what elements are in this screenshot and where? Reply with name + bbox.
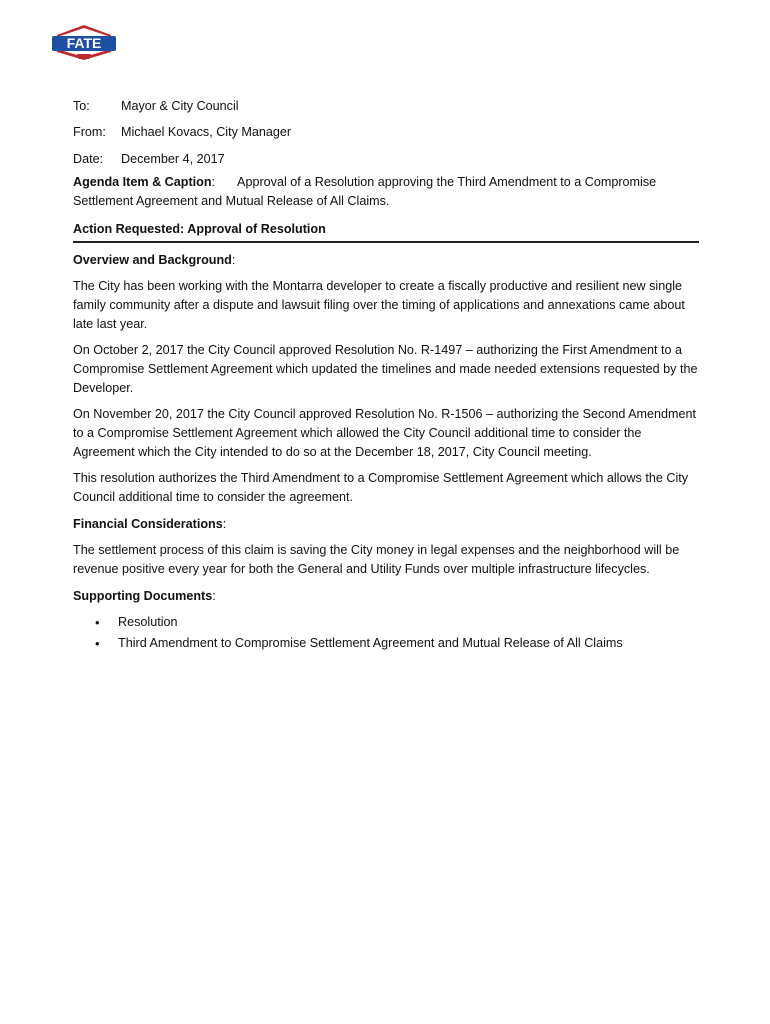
- list-item-text: Resolution: [118, 615, 178, 630]
- city-of-fate-logo: [49, 22, 119, 64]
- list-item: [73, 613, 699, 634]
- overview-paragraph: On October 2, 2017 the City Council approved Resolution No. R-1497 – authorizing the First Amendment to a Compromise Settlement Agreement which updated the timelines and made needed extensions requested by the Developer.: [73, 342, 698, 395]
- agenda-text: Approval of a Resolution approving the Third Amendment to a Compromise Settlement Agreement and Mutual Release of All Claims.: [73, 174, 657, 208]
- financial-title: Financial Considerations: [73, 516, 223, 531]
- supporting-heading: [73, 587, 699, 606]
- overview-paragraph: On November 20, 2017 the City Council approved Resolution No. R-1506 – authorizing the Second Amendment to a Compromise Settlement Agreement which allowed the City Council additional time to consider the Agreement which the City intended to do so at the December 18, 2017, City Council meeting.: [73, 406, 697, 459]
- memo-from-row: [73, 120, 699, 147]
- overview-heading: [73, 251, 699, 270]
- memo-document: [73, 93, 699, 654]
- overview-paragraph: The City has been working with the Montarra developer to create a fiscally productive and resilient new single family community after a dispute and lawsuit filing over the timing of applications and annexations came about late last year.: [73, 278, 685, 331]
- supporting-colon: :: [212, 588, 216, 603]
- to-label: To:: [73, 98, 90, 113]
- supporting-title: Supporting Documents: [73, 588, 213, 603]
- list-item: [73, 633, 699, 654]
- supporting-documents-list: [73, 613, 699, 654]
- list-item-text: Third Amendment to Compromise Settlement Agreement and Mutual Release of All Claims: [118, 635, 623, 650]
- date-label: Date:: [73, 151, 104, 166]
- financial-paragraph: The settlement process of this claim is saving the City money in legal expenses and the neighborhood will be revenue positive every year for both the General and Utility Funds over multiple infrastructure lifecycles.: [73, 542, 680, 576]
- agenda-item: [73, 173, 699, 211]
- agenda-label: Agenda Item & Caption: [73, 174, 212, 189]
- bullet-icon: •: [95, 635, 100, 651]
- agenda-colon: :: [211, 174, 216, 189]
- logo-text: FATE: [66, 35, 102, 51]
- overview-title: Overview and Background: [73, 252, 232, 267]
- action-requested: Action Requested: Approval of Resolution: [73, 220, 699, 243]
- from-label: From:: [73, 125, 106, 140]
- financial-colon: :: [222, 516, 227, 531]
- date-value: December 4, 2017: [121, 151, 225, 166]
- bullet-icon: •: [95, 615, 100, 631]
- from-value: Michael Kovacs, City Manager: [121, 125, 292, 140]
- overview-colon: :: [231, 252, 236, 267]
- to-value: Mayor & City Council: [121, 98, 239, 113]
- memo-to-row: [73, 93, 699, 120]
- financial-heading: [73, 515, 699, 534]
- overview-paragraph: This resolution authorizes the Third Amendment to a Compromise Settlement Agreement which allows the City Council additional time to consider the agreement.: [73, 470, 689, 504]
- memo-date-row: [73, 146, 699, 173]
